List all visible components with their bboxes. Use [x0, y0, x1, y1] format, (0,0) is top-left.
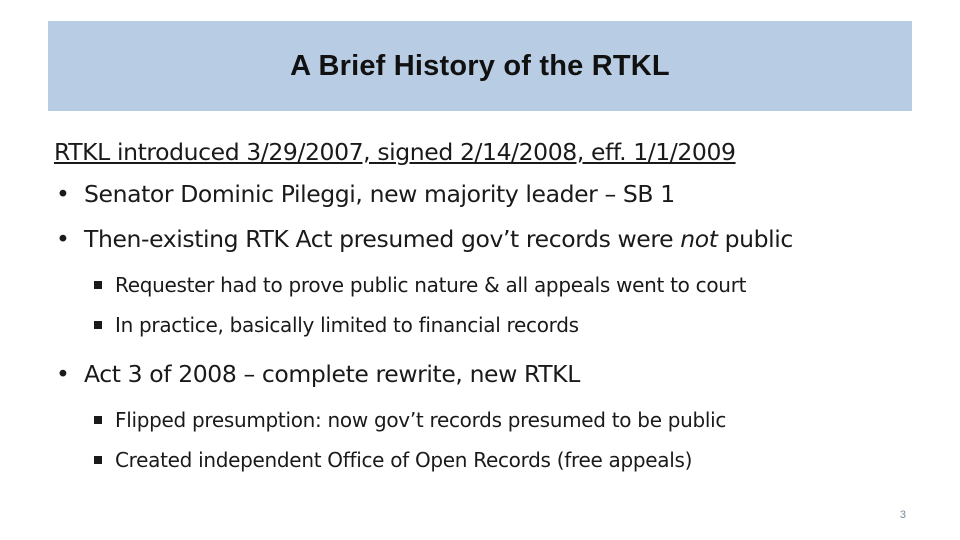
bullet-text-before: Then-existing RTK Act presumed gov’t records were — [84, 225, 681, 253]
bullet-item — [54, 217, 934, 262]
square-bullet-icon — [94, 416, 102, 424]
sub-bullet-text: Flipped presumption: now gov’t records presumed to be public — [115, 408, 727, 432]
square-bullet-icon — [94, 456, 102, 464]
sub-bullet-item — [54, 265, 934, 305]
bullet-dot-icon: • — [56, 180, 70, 208]
sub-bullet-item — [54, 400, 934, 440]
square-bullet-icon — [94, 321, 102, 329]
square-bullet-icon — [94, 281, 102, 289]
page-number: 3 — [899, 509, 906, 521]
bullet-dot-icon: • — [56, 225, 70, 253]
bullet-text: Senator Dominic Pileggi, new majority leader – SB 1 — [84, 180, 675, 208]
sub-bullet-text: Requester had to prove public nature & all appeals went to court — [115, 273, 747, 297]
title-band — [48, 21, 912, 111]
slide-heading: RTKL introduced 3/29/2007, signed 2/14/2008, eff. 1/1/2009 — [54, 138, 736, 166]
bullet-dot-icon: • — [56, 360, 70, 388]
bullet-item — [54, 172, 934, 217]
sub-bullet-item — [54, 305, 934, 345]
slide-content — [54, 132, 934, 480]
sub-bullet-text: Created independent Office of Open Records (free appeals) — [115, 448, 693, 472]
sub-bullet-item — [54, 440, 934, 480]
sub-bullet-text: In practice, basically limited to financial records — [115, 313, 579, 337]
bullet-emphasis: not — [680, 225, 718, 253]
bullet-text-after: public — [717, 225, 793, 253]
slide-title: A Brief History of the RTKL — [290, 49, 670, 82]
bullet-text: Act 3 of 2008 – complete rewrite, new RTKL — [84, 360, 580, 388]
bullet-item — [54, 352, 934, 397]
